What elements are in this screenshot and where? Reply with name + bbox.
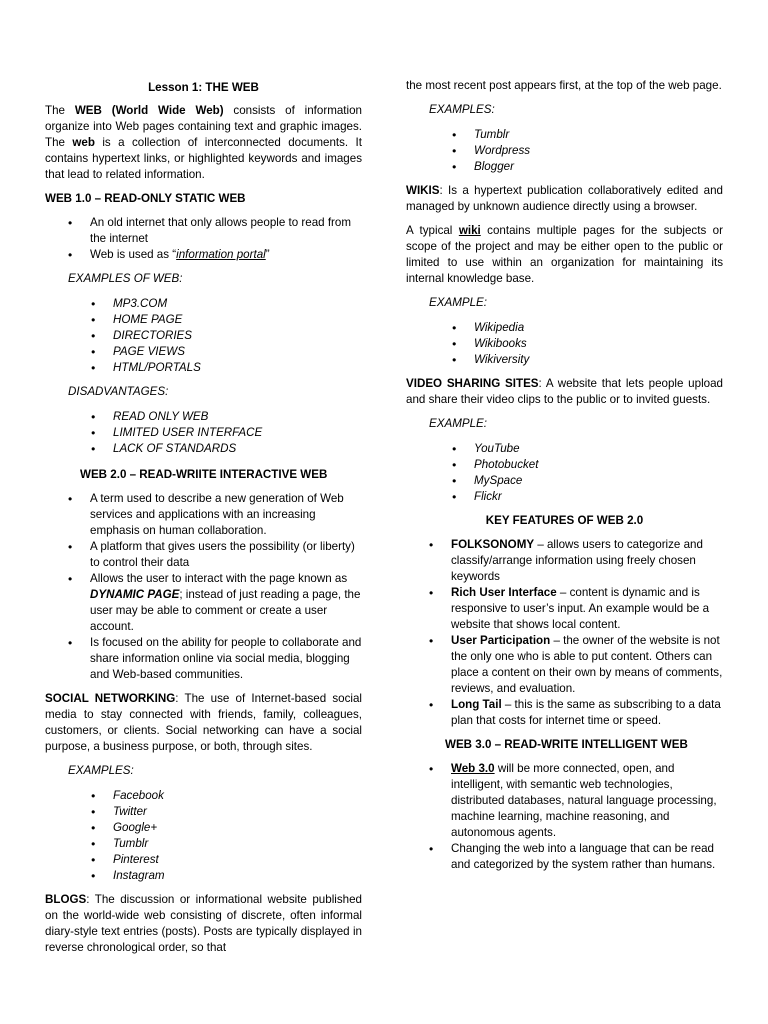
list-item: • HTML/PORTALS [113,360,362,376]
disadvantages-list [45,409,362,457]
web1-bullets [45,215,362,263]
list-item: • Rich User Interface – content is dynamic and is responsive to user’s input. An example would be a website that shows local content. [451,585,723,633]
list-item: • LACK OF STANDARDS [113,441,362,457]
web3-bullets [406,761,723,873]
list-item: • Changing the web into a language that can be read and categorized by the system rather than humans. [451,841,723,873]
list-item: • HOME PAGE [113,312,362,328]
list-item: • MySpace [474,473,723,489]
dynamic-page-term: DYNAMIC PAGE [90,588,180,601]
wikis-examples-list [406,320,723,368]
web1-examples-list [45,296,362,376]
list-item: • Wikibooks [474,336,723,352]
list-item: • Web 3.0 will be more connected, open, and intelligent, with semantic web technologies, distributed databases, natural language processing, machine learning, machine reasoning, and autonomous agents. [451,761,723,841]
information-portal-term: information portal [176,248,266,261]
list-item: • Is focused on the ability for people to collaborate and share information online via social media, blogging and Web-based communities. [90,635,362,683]
list-item: • Wikipedia [474,320,723,336]
list-item: • YouTube [474,441,723,457]
video-examples-list [406,441,723,505]
list-item: • Long Tail – this is the same as subscribing to a data plan that costs for internet time or speed. [451,697,723,729]
blogs-continued: the most recent post appears first, at the top of the web page. [406,79,722,92]
social-examples-list [45,788,362,884]
list-item: • Photobucket [474,457,723,473]
right-column [406,78,723,873]
key-features-list [406,537,723,729]
list-item: • Tumblr [474,127,723,143]
wiki-description: A typical wiki contains multiple pages for the subjects or scope of the project and may be either open to the public or limited to use within an organization for maintaining its internal knowledge base. [406,224,723,285]
wikis-example-label: EXAMPLE: [429,296,487,309]
wiki-term: wiki [458,224,481,237]
list-item: • Instagram [113,868,362,884]
web3-heading: WEB 3.0 – READ-WRITE INTELLIGENT WEB [445,738,688,751]
blogs-examples-label: EXAMPLES: [429,103,495,116]
list-item: • FOLKSONOMY – allows users to categorize and classify/arrange information using freely chosen keywords [451,537,723,585]
list-item: • READ ONLY WEB [113,409,362,425]
list-item: • A term used to describe a new generation of Web services and applications with an increasing emphasis on human collaboration. [90,491,362,539]
list-item: • Web is used as “information portal” [90,247,362,263]
lesson-title: Lesson 1: THE WEB [148,81,259,94]
list-item: • LIMITED USER INTERFACE [113,425,362,441]
list-item: • Blogger [474,159,723,175]
social-networking-paragraph: SOCIAL NETWORKING: The use of Internet-based social media to stay connected with friends, family, colleagues, customers, or clients. Social networking can have a social purpose, a business purpose, or both, through sites. [45,692,362,753]
disadvantages-label: DISADVANTAGES: [68,385,169,398]
social-examples-label: EXAMPLES: [68,764,134,777]
list-item: • An old internet that only allows people to read from the internet [90,215,362,247]
list-item: • Wikiversity [474,352,723,368]
blogs-examples-list [406,127,723,175]
intro-paragraph: The WEB (World Wide Web) consists of information organize into Web pages containing text and graphic images. The web is a collection of interconnected documents. It contains hypertext links, or highlighted keywords and images that lead to related information. [45,104,362,181]
web2-bullets [45,491,362,683]
wikis-paragraph: WIKIS: Is a hypertext publication collaboratively edited and managed by unknown audience directly using a browser. [406,184,723,213]
list-item: • User Participation – the owner of the website is not the only one who is able to put content. Others can place a content on their own by means of comments, reviews, and evaluation. [451,633,723,697]
list-item: • Flickr [474,489,723,505]
list-item: • Google+ [113,820,362,836]
list-item: • Wordpress [474,143,723,159]
blogs-paragraph: BLOGS: The discussion or informational website published on the world-wide web consisting of discrete, often informal diary-style text entries (posts). Posts are typically displayed in reverse chronological order, so that [45,893,362,954]
web3-term: Web 3.0 [451,762,495,775]
list-item: • A platform that gives users the possibility (or liberty) to control their data [90,539,362,571]
web1-heading: WEB 1.0 – READ-ONLY STATIC WEB [45,192,246,205]
web2-heading: WEB 2.0 – READ-WRIITE INTERACTIVE WEB [80,468,328,481]
video-sharing-paragraph: VIDEO SHARING SITES: A website that lets people upload and share their video clips to the public or to invited guests. [406,377,723,406]
web1-examples-label: EXAMPLES OF WEB: [68,272,183,285]
list-item: • DIRECTORIES [113,328,362,344]
list-item: • Tumblr [113,836,362,852]
list-item: • Pinterest [113,852,362,868]
video-example-label: EXAMPLE: [429,417,487,430]
list-item: • Allows the user to interact with the page known as DYNAMIC PAGE; instead of just reading a page, the user may be able to comment or create a user account. [90,571,362,635]
list-item: • Facebook [113,788,362,804]
list-item: • Twitter [113,804,362,820]
key-features-heading: KEY FEATURES OF WEB 2.0 [485,514,644,527]
list-item: • MP3.COM [113,296,362,312]
left-column [45,78,362,956]
list-item: • PAGE VIEWS [113,344,362,360]
